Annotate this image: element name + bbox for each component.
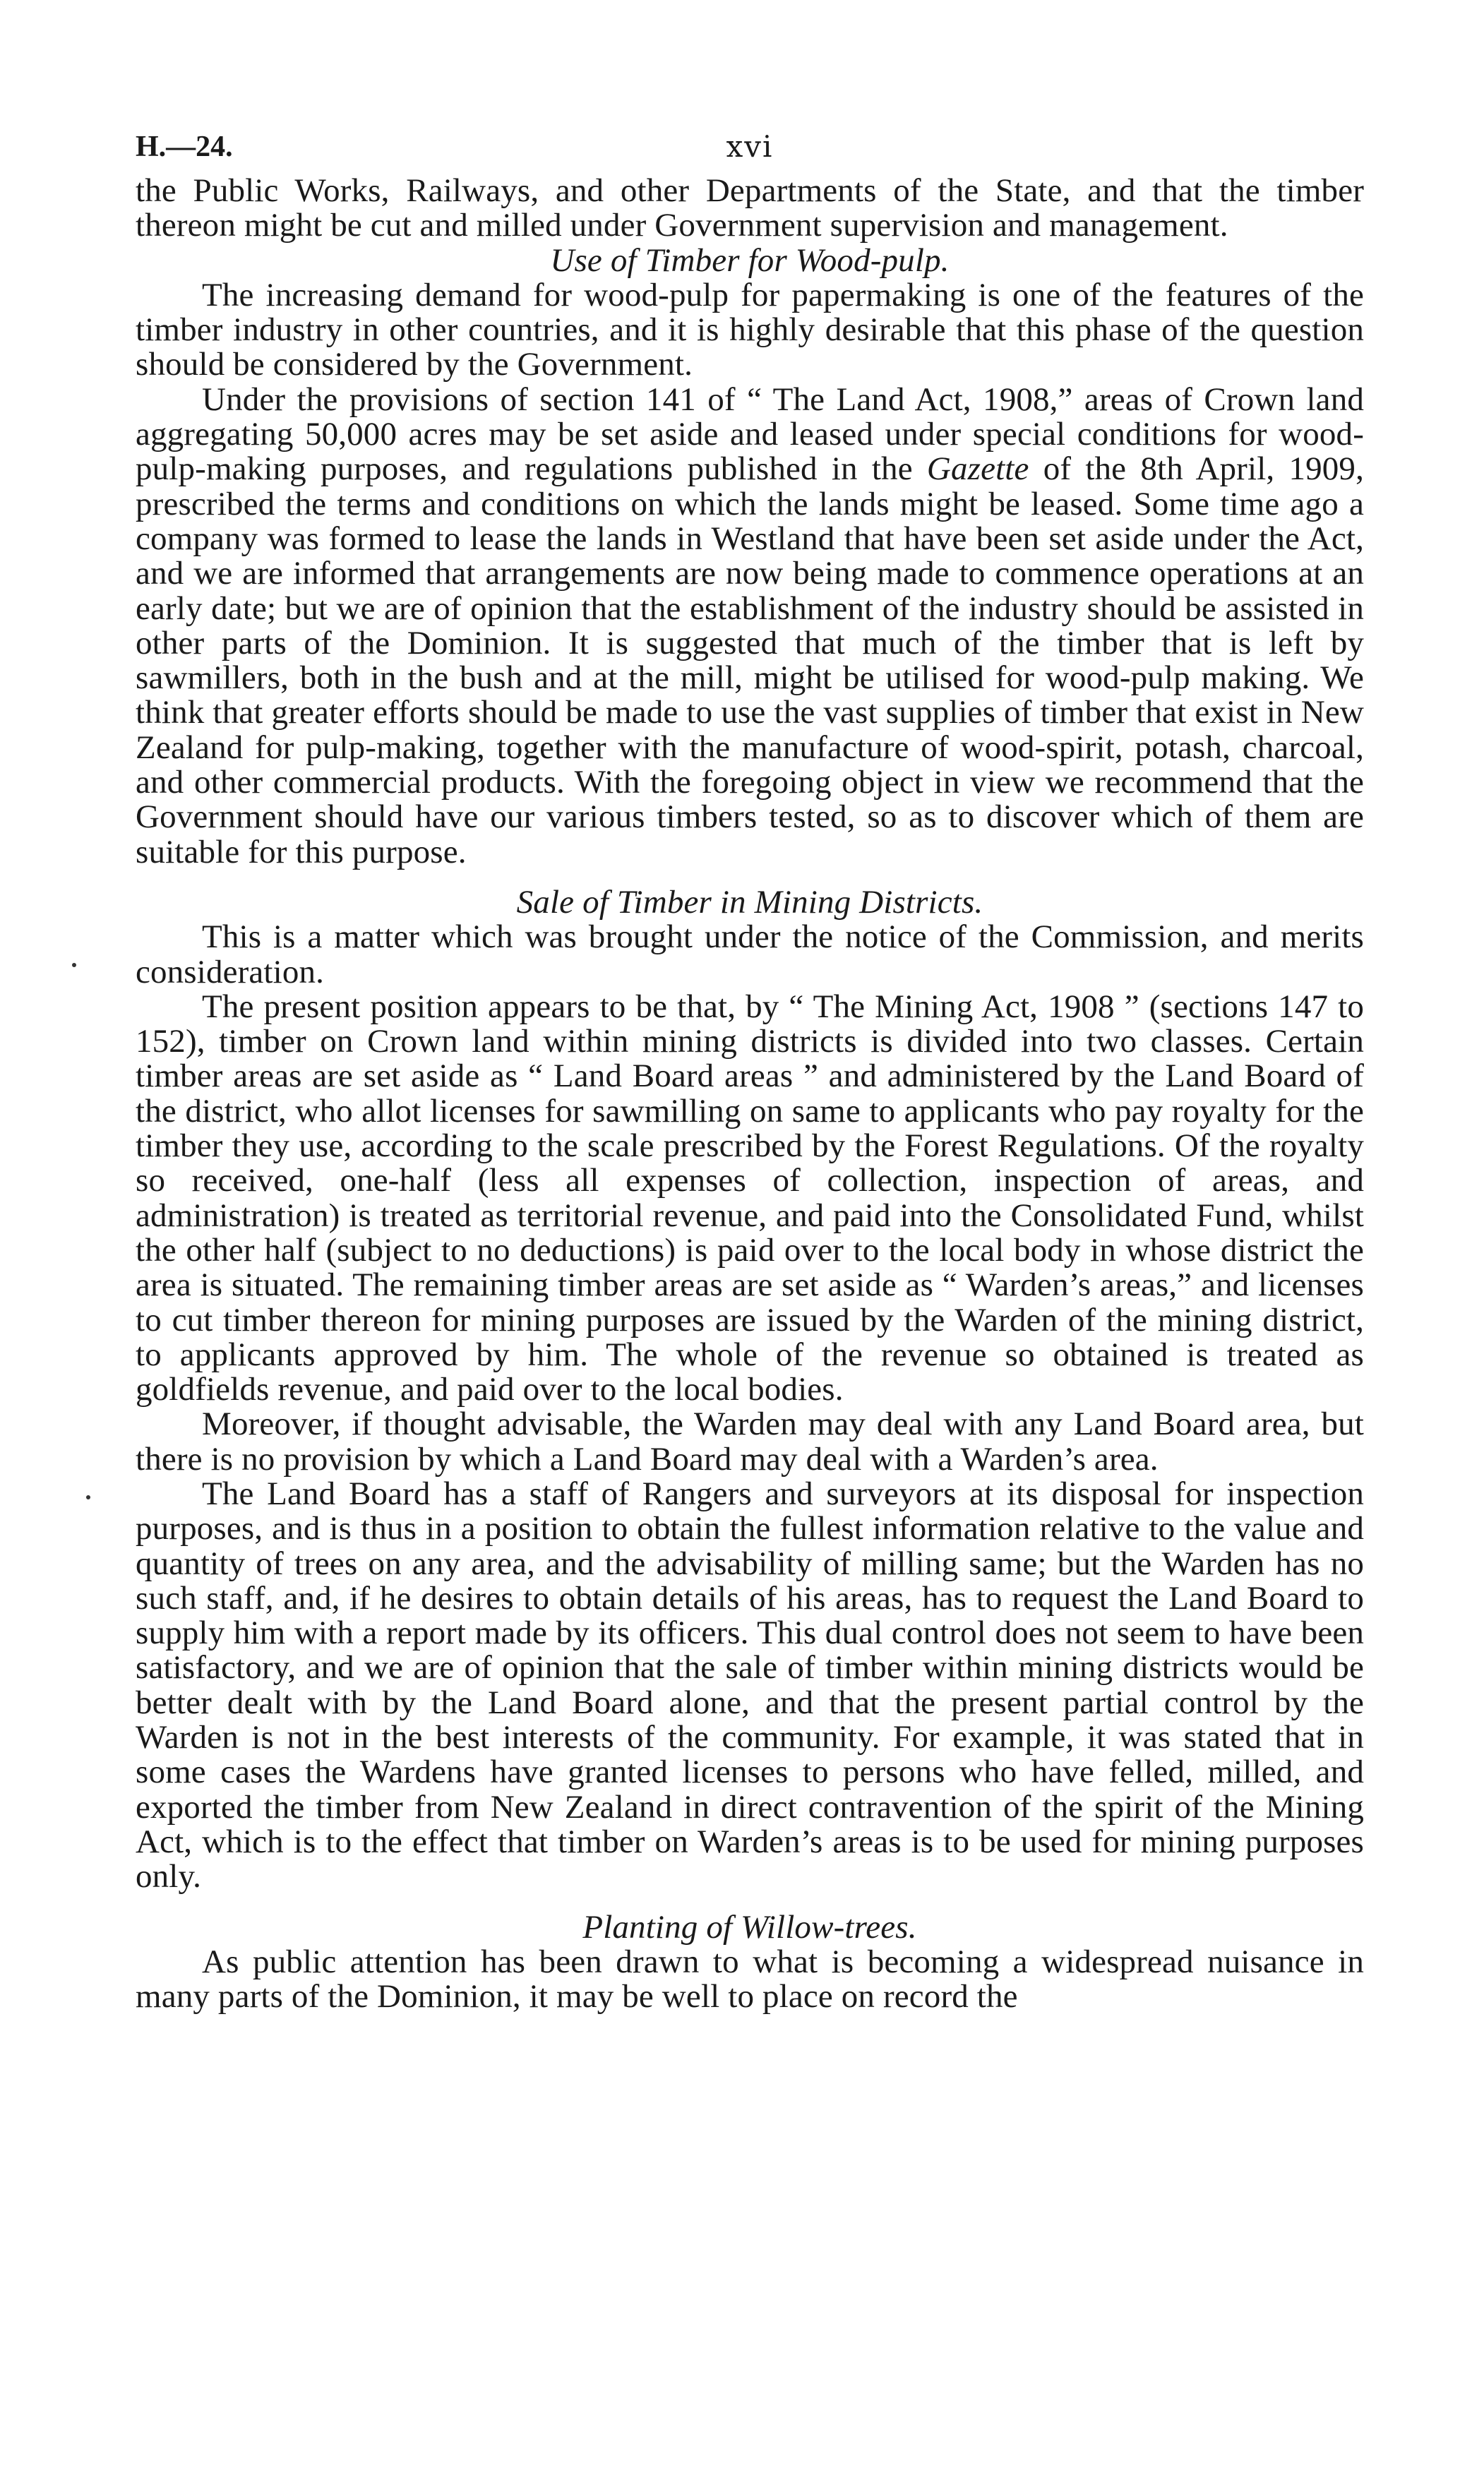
paragraph: This is a matter which was brought under the notice of the Commission, and merits consideration. [136,918,1364,990]
paragraph: the Public Works, Railways, and other Departments of the State, and that the timber thereon might be cut and milled under Government supervision and management. [136,172,1364,244]
document-body [136,174,1364,2014]
paragraph: The increasing demand for wood-pulp for papermaking is one of the features of the timber industry in other countries, and it is highly desirable that this phase of the question should be considered by the Government. [136,276,1364,383]
section-heading-mining-districts: Sale of Timber in Mining Districts. [516,883,983,921]
page-header [136,127,1364,167]
paragraph: The Land Board has a staff of Rangers and surveyors at its disposal for inspection purposes, and is thus in a position to obtain the fullest information relative to the value and quantity of trees on any area, and the advisability of milling same; but the Warden has no such staff, and, if he desires to obtain details of his areas, has to request the Land Board to supply him with a report made by its officers. This dual control does not seem to have been satisfactory, and we are of opinion that the sale of timber within mining districts would be better dealt with by the Land Board alone, and that the present partial control by the Warden is not in the best interests of the community. For example, it was stated that in some cases the Wardens have granted licenses to persons who have felled, milled, and exported the timber from New Zealand in direct contravention of the spirit of the Mining Act, which is to the effect that timber on Warden’s areas is to be used for mining purposes only. [136,1475,1364,1895]
paragraph: Moreover, if thought advisable, the Warden may deal with any Land Board area, but there is no provision by which a Land Board may deal with a Warden’s area. [136,1406,1364,1478]
paragraph-text: of the 8th April, 1909, prescribed the terms and conditions on which the lands might be leased. Some time ago a company was formed to lease the lands in Westland that have been set aside under the Act, and we are informed that arrangements are now being made to commence operations at an early date; but we are of opinion that the establishment of the industry should be assisted in other parts of the Dominion. It is suggested that much of the timber that is left by sawmillers, both in the bush and at the mill, might be utilised for wood-pulp making. We think that greater efforts should be made to use the vast supplies of timber that exist in New Zealand for pulp-making, together with the manufacture of wood-spirit, potash, charcoal, and other commercial products. With the foregoing object in view we recommend that the Government should have our various timbers tested, so as to discover which of them are suitable for this purpose. [136,450,1364,870]
paragraph [136,383,1364,870]
page-number: xvi [726,129,774,164]
italic-publication-name: Gazette [926,450,1029,488]
margin-mark [86,1495,90,1499]
paragraph: As public attention has been drawn to what is becoming a widespread nuisance in many parts of the Dominion, it may be well to place on record the [136,1943,1364,2015]
document-reference: H.—24. [136,131,233,163]
section-heading-willow-trees: Planting of Willow-trees. [582,1908,917,1946]
document-page [136,127,1364,2014]
paragraph: The present position appears to be that, by “ The Mining Act, 1908 ” (sections 147 to 152), timber on Crown land within mining districts is divided into two classes. Certain timber areas are set aside as “ Land Board areas ” and administered by the Land Board of the district, who allot licenses for sawmilling on same to applicants who pay royalty for the timber they use, according to the scale prescribed by the Forest Regulations. Of the royalty so received, one-half (less all expenses of collection, inspection of areas, and administration) is treated as territorial revenue, and paid into the Consolidated Fund, whilst the other half (subject to no deductions) is paid over to the local body in whose district the area is situated. The remaining timber areas are set aside as “ Warden’s areas,” and licenses to cut timber thereon for mining purposes are issued by the Warden of the mining district, to applicants approved by him. The whole of the revenue so obtained is treated as goldfields revenue, and paid over to the local bodies. [136,988,1364,1408]
margin-mark [72,963,76,967]
section-heading-wood-pulp: Use of Timber for Wood-pulp. [550,241,950,279]
paragraph-text: Under the provisions of section 141 of “ The Land Act, 1908,” areas of Crown land aggregating 50,000 acres may be set aside and leased under special conditions for wood-pulp-making purposes, and regulations published in the [136,381,1364,488]
